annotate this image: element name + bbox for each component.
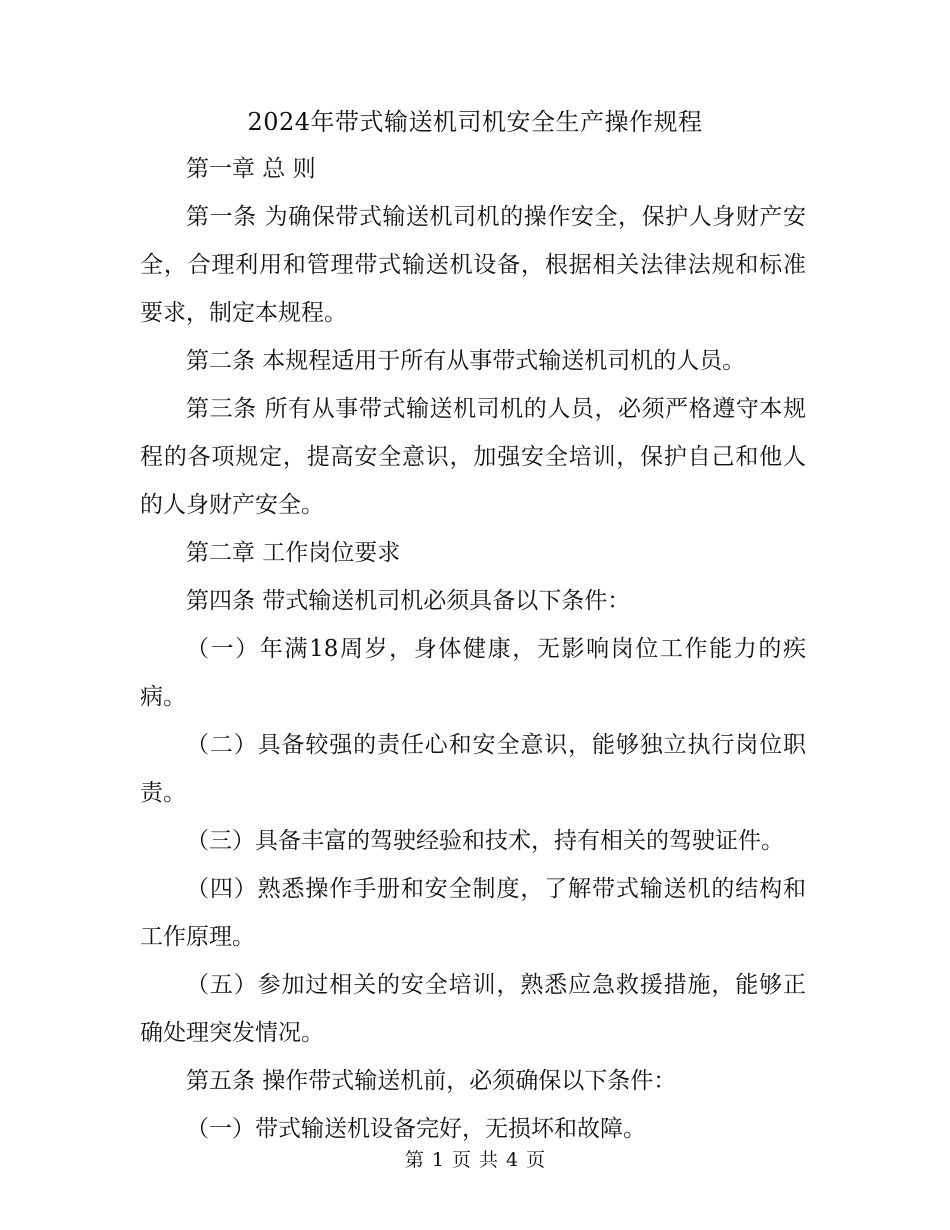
article-2: 第二条 本规程适用于所有从事带式输送机司机的人员。	[186, 348, 746, 374]
document-title: 2024年带式输送机司机安全生产操作规程	[247, 108, 703, 136]
chapter-2-heading: 第二章 工作岗位要求	[186, 540, 401, 566]
page-number-footer: 第 1 页 共 4 页	[404, 1149, 546, 1171]
article-3: 第三条 所有从事带式输送机司机的人员，必须严格遵守本规程的各项规定，提高安全意识，加强安全培训，保护自己和他人的人身财产安全。	[140, 396, 806, 518]
article-4-item-3: （三）具备丰富的驾驶经验和技术，持有相关的驾驶证件。	[186, 828, 784, 854]
chapter-1-heading: 第一章 总 则	[186, 156, 316, 182]
article-4-item-5: （五）参加过相关的安全培训，熟悉应急救援措施，能够正确处理突发情况。	[140, 972, 806, 1046]
article-4-item-4: （四）熟悉操作手册和安全制度，了解带式输送机的结构和工作原理。	[140, 876, 806, 950]
article-4-item-2: （二）具备较强的责任心和安全意识，能够独立执行岗位职责。	[140, 732, 806, 806]
article-4: 第四条 带式输送机司机必须具备以下条件：	[186, 588, 631, 614]
article-5-item-1: （一）带式输送机设备完好，无损坏和故障。	[186, 1116, 646, 1142]
article-1: 第一条 为确保带式输送机司机的操作安全，保护人身财产安全，合理利用和管理带式输送机设备，根据相关法律法规和标准要求，制定本规程。	[140, 204, 806, 326]
document-body	[140, 145, 806, 1153]
article-5: 第五条 操作带式输送机前，必须确保以下条件：	[186, 1068, 677, 1094]
article-4-item-1: （一）年满18周岁，身体健康，无影响岗位工作能力的疾病。	[140, 636, 806, 710]
